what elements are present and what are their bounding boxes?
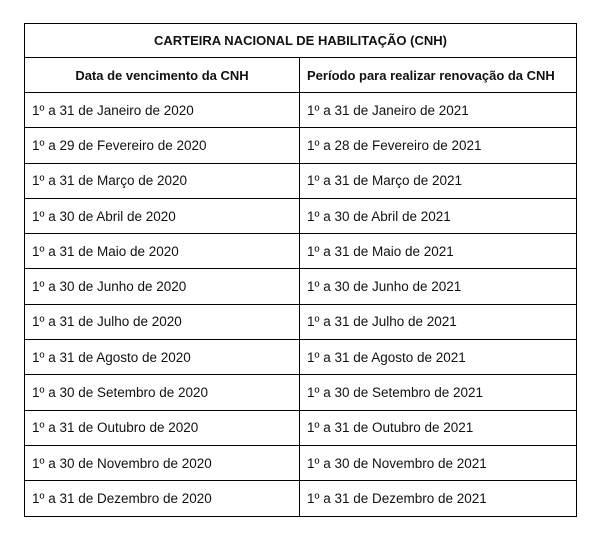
cnh-renewal-table	[24, 23, 577, 517]
expiry-date-cell: 1º a 31 de Outubro de 2020	[25, 410, 300, 445]
expiry-date-cell: 1º a 31 de Agosto de 2020	[25, 340, 300, 375]
renewal-period-cell: 1º a 31 de Março de 2021	[300, 163, 577, 198]
renewal-period-cell: 1º a 30 de Novembro de 2021	[300, 445, 577, 480]
table-row	[25, 163, 577, 198]
column-header-expiry-date: Data de vencimento da CNH	[25, 58, 300, 93]
table-row	[25, 410, 577, 445]
expiry-date-cell: 1º a 30 de Junho de 2020	[25, 269, 300, 304]
column-header-renewal-period: Período para realizar renovação da CNH	[300, 58, 577, 93]
renewal-period-cell: 1º a 31 de Julho de 2021	[300, 304, 577, 339]
expiry-date-cell: 1º a 31 de Maio de 2020	[25, 234, 300, 269]
expiry-date-cell: 1º a 31 de Julho de 2020	[25, 304, 300, 339]
expiry-date-cell: 1º a 29 de Fevereiro de 2020	[25, 128, 300, 163]
table-row	[25, 304, 577, 339]
table-row	[25, 445, 577, 480]
expiry-date-cell: 1º a 31 de Março de 2020	[25, 163, 300, 198]
table-row	[25, 128, 577, 163]
table-title: CARTEIRA NACIONAL DE HABILITAÇÃO (CNH)	[25, 24, 577, 58]
renewal-period-cell: 1º a 30 de Setembro de 2021	[300, 375, 577, 410]
renewal-period-cell: 1º a 31 de Agosto de 2021	[300, 340, 577, 375]
table-row	[25, 198, 577, 233]
renewal-period-cell: 1º a 31 de Maio de 2021	[300, 234, 577, 269]
renewal-period-cell: 1º a 30 de Abril de 2021	[300, 198, 577, 233]
table-row	[25, 269, 577, 304]
table-row	[25, 481, 577, 516]
table-row	[25, 93, 577, 128]
table-header-row	[25, 58, 577, 93]
table-row	[25, 375, 577, 410]
renewal-period-cell: 1º a 31 de Janeiro de 2021	[300, 93, 577, 128]
table-title-row	[25, 24, 577, 58]
renewal-period-cell: 1º a 28 de Fevereiro de 2021	[300, 128, 577, 163]
expiry-date-cell: 1º a 30 de Setembro de 2020	[25, 375, 300, 410]
renewal-period-cell: 1º a 31 de Dezembro de 2021	[300, 481, 577, 516]
table-row	[25, 340, 577, 375]
expiry-date-cell: 1º a 31 de Dezembro de 2020	[25, 481, 300, 516]
renewal-period-cell: 1º a 30 de Junho de 2021	[300, 269, 577, 304]
expiry-date-cell: 1º a 31 de Janeiro de 2020	[25, 93, 300, 128]
expiry-date-cell: 1º a 30 de Novembro de 2020	[25, 445, 300, 480]
renewal-period-cell: 1º a 31 de Outubro de 2021	[300, 410, 577, 445]
table-row	[25, 234, 577, 269]
expiry-date-cell: 1º a 30 de Abril de 2020	[25, 198, 300, 233]
